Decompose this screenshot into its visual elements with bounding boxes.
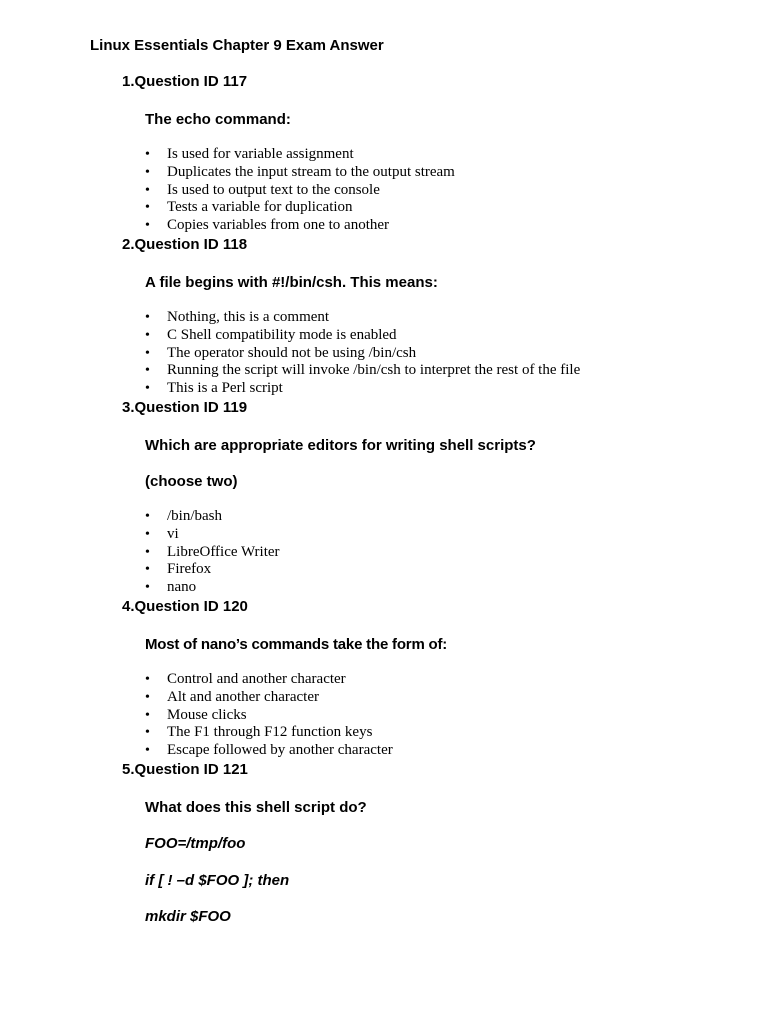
question-id: 3.Question ID 119 <box>122 399 248 416</box>
bullet-icon: • <box>145 509 150 524</box>
bullet-icon: • <box>145 164 150 180</box>
question-prompt: The echo command: <box>145 111 291 128</box>
bullet-icon: • <box>145 310 150 325</box>
question-prompt: Which are appropriate editors for writing shell scripts? <box>145 437 536 454</box>
bullet-icon: • <box>145 725 150 741</box>
bullet-icon: • <box>145 327 150 343</box>
question-id: 5.Question ID 121 <box>122 761 248 778</box>
document-title: Linux Essentials Chapter 9 Exam Answer <box>90 37 384 54</box>
bullet-icon: • <box>145 345 150 361</box>
bullet-icon: • <box>145 672 150 687</box>
bullet-icon: • <box>145 562 150 578</box>
bullet-icon: • <box>145 381 150 397</box>
document-page: Linux Essentials Chapter 9 Exam Answer 1.Question ID 117 The echo command: • Is used for variable assignment • Duplicates the input stream to the output stream • Is used to output text to the console • Tests a variable for duplication • Copies variables from one to another 2.Question ID 118 A file begins with #!/bin/csh. This means: • Nothing, this is a comment • C Shell compatibility mode is enabled • The operator should not be using /bin/csh • Running the script will invoke /bin/csh to interpret the rest of the file • This is a Perl script 3.Question ID 119 Which are appropriate editors for writing shell scripts? (choose two) • /bin/bash • vi • LibreOffice Writer • Firefox • nano 4.Question ID 120 Most of nano’s commands take the form of: • Control and another character • Alt and another character • Mouse clicks • The F1 through F12 function keys • Escape followed by another character 5.Question ID 121 What does this shell script do? FOO=/tmp/foo if [ ! –d $FOO ]; then mkdir $FOO <box>90 37 581 925</box>
bullet-icon: • <box>145 200 150 216</box>
question-prompt: What does this shell script do? <box>145 799 367 816</box>
question-prompt: A file begins with #!/bin/csh. This means: <box>145 274 438 291</box>
script-line: FOO=/tmp/foo <box>145 835 246 852</box>
bullet-icon: • <box>145 689 150 705</box>
question-prompt: Most of nano’s commands take the form of: <box>145 636 448 653</box>
bullet-icon: • <box>145 363 150 379</box>
bullet-icon: • <box>145 526 150 542</box>
question-id: 1.Question ID 117 <box>122 73 248 90</box>
question-id: 2.Question ID 118 <box>122 236 248 253</box>
bullet-icon: • <box>145 580 150 596</box>
script-line: mkdir $FOO <box>145 908 231 925</box>
bullet-icon: • <box>145 182 150 198</box>
question-id: 4.Question ID 120 <box>122 598 248 615</box>
script-line: if [ ! –d $FOO ]; then <box>145 872 290 889</box>
question-instruction: (choose two) <box>145 473 238 490</box>
bullet-icon: • <box>145 743 150 759</box>
bullet-icon: • <box>145 707 150 723</box>
bullet-icon: • <box>145 544 150 560</box>
bullet-icon: • <box>145 218 150 234</box>
bullet-icon: • <box>145 147 150 162</box>
